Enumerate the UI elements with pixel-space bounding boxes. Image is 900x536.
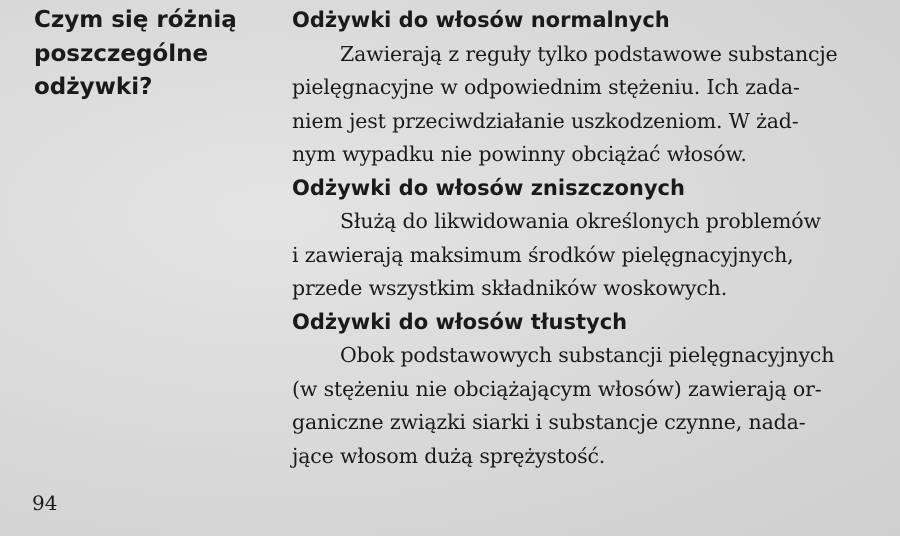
body-line: nym wypadku nie powinny obciążać włosów. <box>292 142 747 166</box>
section-title: Odżywki do włosów zniszczonych <box>292 175 685 200</box>
side-heading-line-1: Czym się różnią <box>34 7 237 33</box>
section-body <box>292 339 882 473</box>
body-line: (w stężeniu nie obciążającym włosów) zawierają or- <box>292 376 822 401</box>
body-line: i zawierają maksimum środków pielęgnacyjnych, <box>292 242 794 267</box>
body-line: ganiczne związki siarki i substancje czynne, nada- <box>292 410 806 434</box>
body-line: jące włosom dużą sprężystość. <box>292 443 606 468</box>
side-heading-line-2: poszczególne <box>34 40 209 67</box>
page-number: 94 <box>32 491 58 515</box>
section-title: Odżywki do włosów tłustych <box>292 309 628 334</box>
section-damaged-hair <box>292 172 882 306</box>
body-line: pielęgnacyjne w odpowiednim stężeniu. Ich zada- <box>292 75 800 99</box>
body-line: Zawierają z reguły tylko podstawowe substancje <box>340 41 838 66</box>
main-content <box>292 4 882 473</box>
side-heading <box>34 4 264 105</box>
section-oily-hair <box>292 306 882 474</box>
section-body <box>292 38 882 172</box>
section-body <box>292 205 882 306</box>
body-line: Służą do likwidowania określonych problemów <box>340 209 821 233</box>
side-heading-line-3: odżywki? <box>34 74 153 100</box>
section-normal-hair <box>292 4 882 172</box>
body-line: niem jest przeciwdziałanie uszkodzeniom. W żad- <box>292 108 799 133</box>
section-title: Odżywki do włosów normalnych <box>292 8 670 32</box>
body-line: przede wszystkim składników woskowych. <box>292 276 728 300</box>
body-line: Obok podstawowych substancji pielęgnacyjnych <box>340 343 835 367</box>
